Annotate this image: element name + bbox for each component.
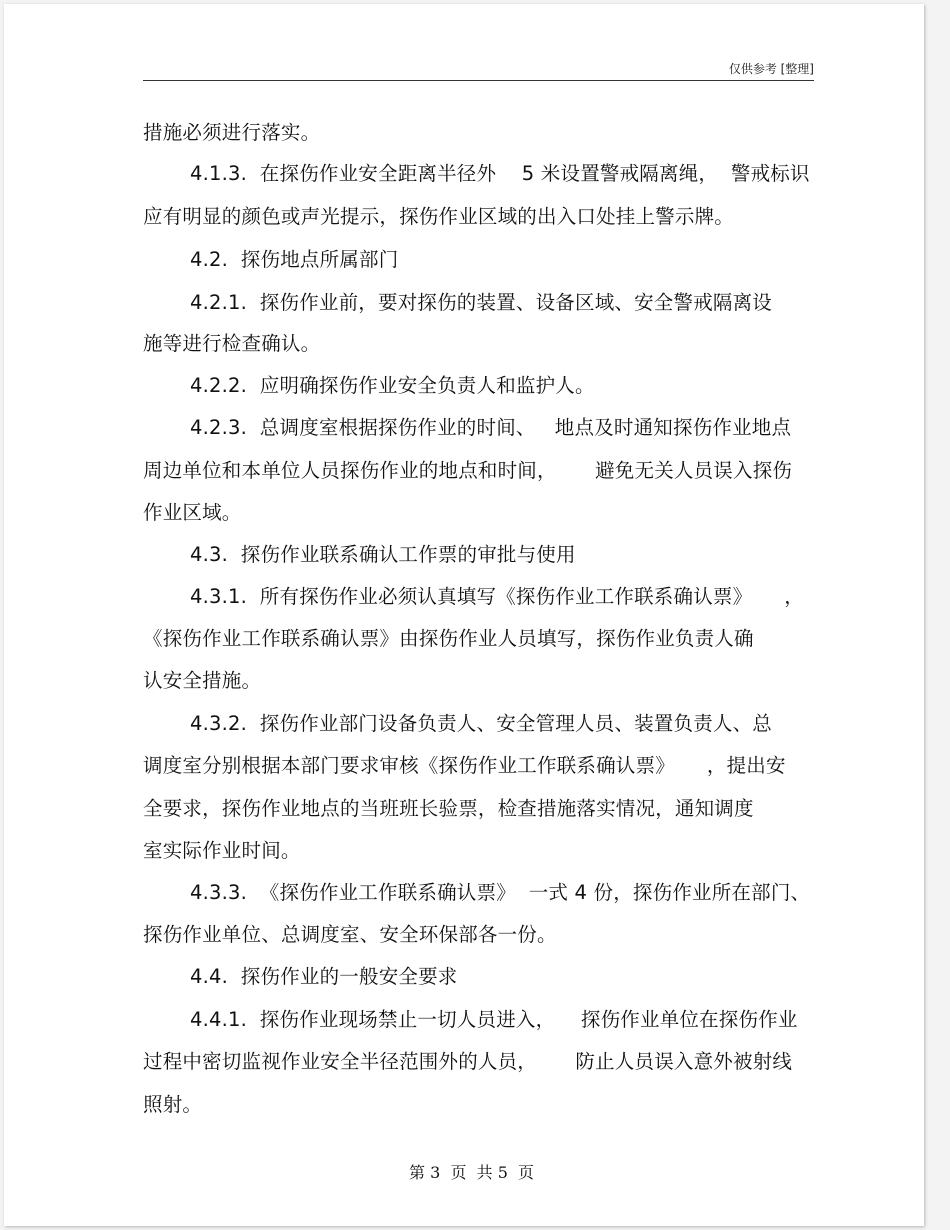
body-line: 全要求，探伤作业地点的当班班长验票，检查措施落实情况，通知调度: [143, 797, 754, 820]
body-line: 施等进行检查确认。: [143, 332, 321, 355]
body-line: 措施必须进行落实。: [143, 121, 321, 144]
body-line: 应有明显的颜色或声光提示，探伤作业区域的出入口处挂上警示牌。: [143, 205, 735, 228]
body-line: 4.3.1. 所有探伤作业必须认真填写《探伤作业工作联系确认票》 ，: [190, 585, 805, 608]
body-line: 探伤作业单位、总调度室、安全环保部各一份。: [143, 923, 557, 946]
document-page: [4, 4, 924, 1226]
body-line: 4.2.1. 探伤作业前，要对探伤的装置、设备区域、安全警戒隔离设: [190, 291, 773, 314]
body-line: 周边单位和本单位人员探伤作业的地点和时间， 避免无关人员误入探伤: [143, 459, 793, 482]
body-line: 4.2.3. 总调度室根据探伤作业的时间、 地点及时通知探伤作业地点: [190, 416, 792, 439]
header-note: 仅供参考 [整理]: [728, 62, 814, 76]
body-line: 作业区域。: [143, 501, 242, 524]
body-line: 4.4. 探伤作业的一般安全要求: [190, 965, 458, 988]
body-line: 4.3. 探伤作业联系确认工作票的审批与使用: [190, 543, 576, 566]
body-line: 《探伤作业工作联系确认票》由探伤作业人员填写，探伤作业负责人确: [143, 627, 754, 650]
body-line: 4.3.2. 探伤作业部门设备负责人、安全管理人员、装置负责人、总: [190, 712, 773, 735]
body-line: 4.4.1. 探伤作业现场禁止一切人员进入， 探伤作业单位在探伤作业: [190, 1008, 798, 1031]
body-line: 照射。: [143, 1093, 203, 1116]
body-line: 4.2.2. 应明确探伤作业安全负责人和监护人。: [190, 374, 595, 397]
body-line: 4.3.3. 《探伤作业工作联系确认票》 一式 4 份，探伤作业所在部门、: [190, 881, 811, 904]
body-line: 室实际作业时间。: [143, 839, 301, 862]
body-line: 过程中密切监视作业安全半径范围外的人员， 防止人员误入意外被射线: [143, 1050, 793, 1073]
page-number: 第 3 页 共 5 页: [409, 1163, 535, 1182]
body-line: 调度室分别根据本部门要求审核《探伤作业工作联系确认票》 ，提出安: [143, 754, 786, 777]
body-line: 4.1.3. 在探伤作业安全距离半径外 5 米设置警戒隔离绳， 警戒标识: [190, 162, 810, 185]
body-line: 4.2. 探伤地点所属部门: [190, 248, 399, 271]
body-line: 认安全措施。: [143, 669, 262, 692]
header-divider: [143, 80, 814, 81]
